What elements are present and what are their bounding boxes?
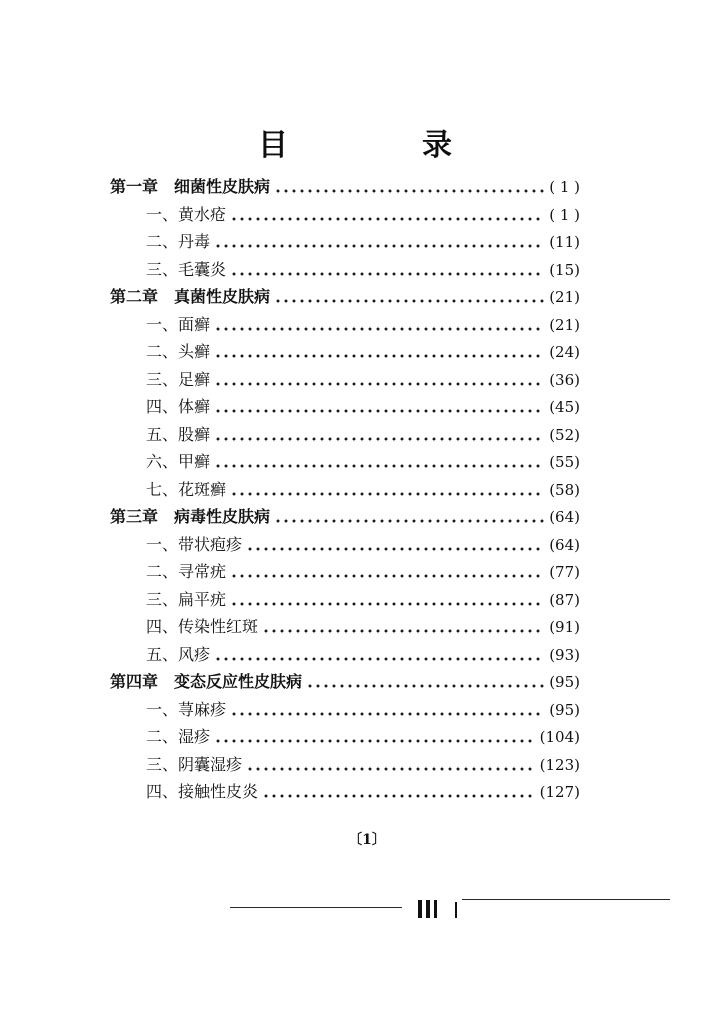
dot-leader xyxy=(230,574,544,578)
toc-section-row xyxy=(0,312,710,338)
section-title: 四、接触性皮炎 xyxy=(146,779,260,805)
toc-section-row xyxy=(0,642,710,668)
page-number: (127) xyxy=(537,779,580,805)
chapter-title: 第一章 细菌性皮肤病 xyxy=(110,174,272,200)
section-title: 二、湿疹 xyxy=(146,724,212,750)
dot-leader xyxy=(214,354,544,358)
toc-section-row xyxy=(0,422,710,448)
dot-leader xyxy=(214,437,544,441)
scan-artifact-bar-2 xyxy=(426,900,430,918)
chapter-title: 第三章 病毒性皮肤病 xyxy=(110,504,272,530)
page-number: (21) xyxy=(546,284,580,310)
chapter-title: 第二章 真菌性皮肤病 xyxy=(110,284,272,310)
page-number: (95) xyxy=(546,697,580,723)
toc-section-row xyxy=(0,477,710,503)
page-number: (11) xyxy=(546,229,580,255)
page-number: (104) xyxy=(537,724,580,750)
dot-leader xyxy=(230,492,544,496)
section-title: 一、带状疱疹 xyxy=(146,532,244,558)
page-number: (24) xyxy=(546,339,580,365)
toc-section-row xyxy=(0,779,710,805)
section-title: 三、阴囊湿疹 xyxy=(146,752,244,778)
toc-section-row xyxy=(0,449,710,475)
page-number: (15) xyxy=(546,257,580,283)
page-number: (123) xyxy=(537,752,580,778)
dot-leader xyxy=(214,464,544,468)
chapter-title: 第四章 变态反应性皮肤病 xyxy=(110,669,304,695)
section-title: 一、面癣 xyxy=(146,312,212,338)
toc-section-row xyxy=(0,724,710,750)
page-number: (55) xyxy=(546,449,580,475)
dot-leader xyxy=(274,189,544,193)
toc-section-row xyxy=(0,614,710,640)
section-title: 一、黄水疮 xyxy=(146,202,228,228)
section-title: 四、传染性红斑 xyxy=(146,614,260,640)
page-number: (36) xyxy=(546,367,580,393)
page-number: (91) xyxy=(546,614,580,640)
dot-leader xyxy=(274,299,544,303)
dot-leader xyxy=(262,794,535,798)
dot-leader xyxy=(214,244,544,248)
dot-leader xyxy=(230,602,544,606)
section-title: 三、毛囊炎 xyxy=(146,257,228,283)
scan-artifact-line-right xyxy=(462,899,670,900)
toc-section-row xyxy=(0,752,710,778)
toc-section-row xyxy=(0,532,710,558)
toc-section-row xyxy=(0,202,710,228)
dot-leader xyxy=(274,519,544,523)
scan-artifact-bar-3 xyxy=(434,900,437,918)
dot-leader xyxy=(214,382,544,386)
toc-section-row xyxy=(0,697,710,723)
toc-section-row xyxy=(0,339,710,365)
section-title: 六、甲癣 xyxy=(146,449,212,475)
scan-artifact-bar-1 xyxy=(418,900,422,918)
page-number: (77) xyxy=(546,559,580,585)
page-number: (45) xyxy=(546,394,580,420)
toc-chapter-row xyxy=(0,174,710,200)
section-title: 二、寻常疣 xyxy=(146,559,228,585)
toc-section-row xyxy=(0,229,710,255)
toc-section-row xyxy=(0,587,710,613)
dot-leader xyxy=(214,409,544,413)
toc-section-row xyxy=(0,367,710,393)
page-number: ( 1 ) xyxy=(546,202,580,228)
dot-leader xyxy=(306,684,544,688)
page-number: (21) xyxy=(546,312,580,338)
scan-artifact-bar-4 xyxy=(455,902,457,918)
toc-section-row xyxy=(0,559,710,585)
toc-section-row xyxy=(0,394,710,420)
section-title: 三、足癣 xyxy=(146,367,212,393)
dot-leader xyxy=(214,739,535,743)
section-title: 七、花斑癣 xyxy=(146,477,228,503)
page-number: (52) xyxy=(546,422,580,448)
page-number: (58) xyxy=(546,477,580,503)
toc-section-row xyxy=(0,257,710,283)
section-title: 五、风疹 xyxy=(146,642,212,668)
section-title: 四、体癣 xyxy=(146,394,212,420)
dot-leader xyxy=(230,217,544,221)
page-number: (64) xyxy=(546,532,580,558)
page-number: (64) xyxy=(546,504,580,530)
page-number: (87) xyxy=(546,587,580,613)
section-title: 三、扁平疣 xyxy=(146,587,228,613)
section-title: 一、荨麻疹 xyxy=(146,697,228,723)
dot-leader xyxy=(262,629,544,633)
toc-chapter-row xyxy=(0,504,710,530)
toc-chapter-row xyxy=(0,669,710,695)
dot-leader xyxy=(246,547,544,551)
page-number: (93) xyxy=(546,642,580,668)
dot-leader xyxy=(230,272,544,276)
section-title: 五、股癣 xyxy=(146,422,212,448)
dot-leader xyxy=(214,327,544,331)
section-title: 二、丹毒 xyxy=(146,229,212,255)
scan-artifact-line-left xyxy=(230,907,402,908)
page-folio: 〔1〕 xyxy=(348,832,386,848)
dot-leader xyxy=(214,657,544,661)
dot-leader xyxy=(246,767,535,771)
toc-chapter-row xyxy=(0,284,710,310)
page-number: ( 1 ) xyxy=(546,174,580,200)
page-number: (95) xyxy=(546,669,580,695)
dot-leader xyxy=(230,712,544,716)
page-title: 目 录 xyxy=(258,128,504,163)
section-title: 二、头癣 xyxy=(146,339,212,365)
